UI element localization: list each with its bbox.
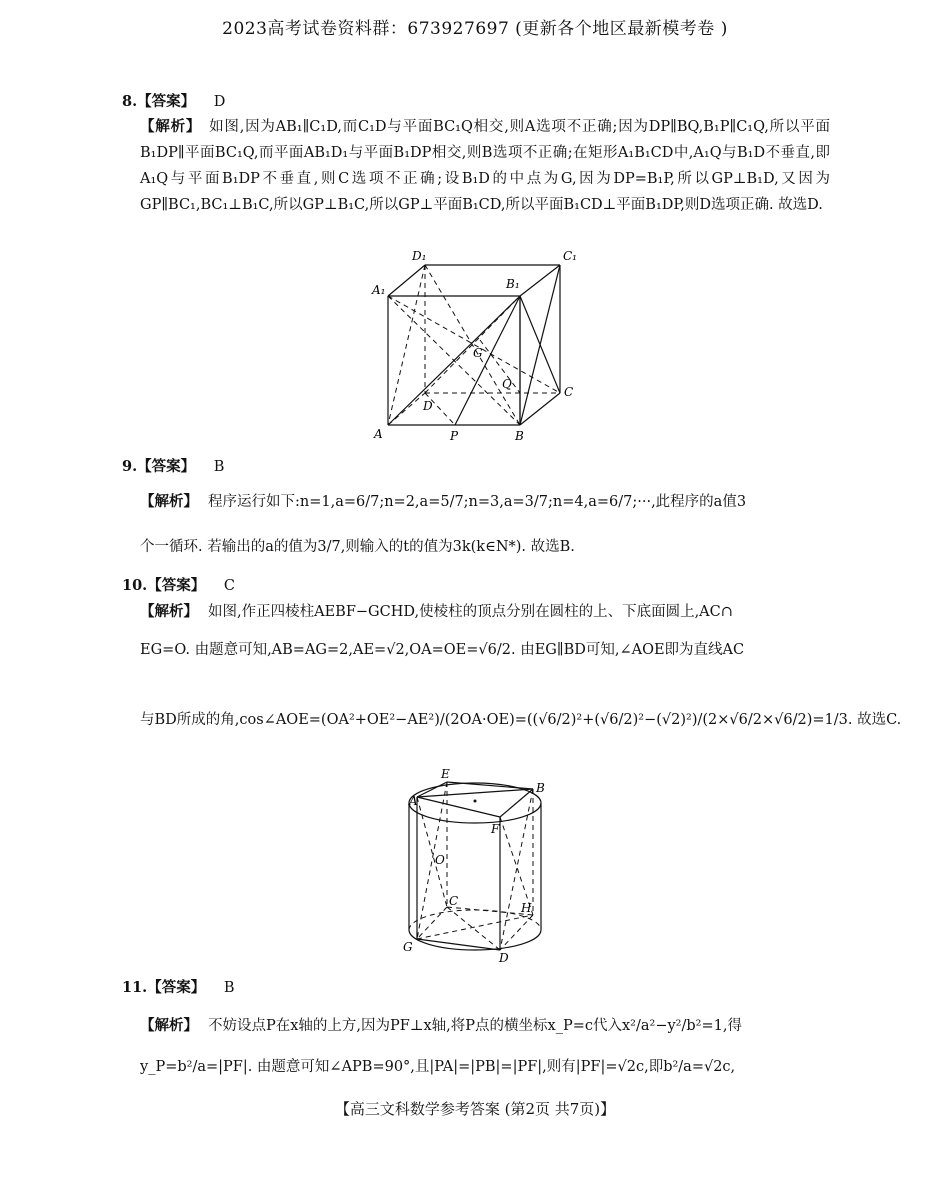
q10-answer-line (122, 574, 235, 595)
q8-label-G: G (473, 346, 483, 360)
q10-analysis-line3: 与BD所成的角,cos∠AOE=(OA²+OE²−AE²)/(2OA·OE)=((√6/2)²+(√6/2)²−(√2)²)/(2×√6/2×√6/2)=1/3. 故选C. (140, 712, 902, 728)
q10-answer-label: 10.【答案】 (122, 577, 206, 594)
q8-label-B: B (515, 429, 524, 443)
q10-line1-text: 如图,作正四棱柱AEBF−GCHD,使棱柱的顶点分别在圆柱的上、下底面圆上,AC∩ (208, 604, 733, 620)
q8-analysis (140, 114, 830, 218)
q10-label-D: D (499, 951, 509, 965)
q11-analysis-line2: y_P=b²/a=|PF|. 由题意可知∠APB=90°,且|PA|=|PB|=|PF|,则有|PF|=√2c,即b²/a=√2c, (140, 1059, 736, 1075)
q10-analysis-label: 【解析】 (140, 603, 198, 620)
q10-label-A: A (409, 794, 418, 808)
q9-analysis-line2: 个一循环. 若输出的a的值为3/7,则输入的t的值为3k(k∈N*). 故选B. (140, 539, 575, 555)
q8-label-P: P (450, 429, 459, 443)
q9-answer-label: 9.【答案】 (122, 458, 196, 475)
q10-analysis-line2: EG=O. 由题意可知,AB=AG=2,AE=√2,OA=OE=√6/2. 由EG∥BD可知,∠AOE即为直线AC (140, 642, 745, 658)
q10-center-dot (474, 800, 477, 803)
q11-answer-line (122, 976, 235, 997)
q9-analysis-label: 【解析】 (140, 493, 198, 510)
q11-analysis-line1 (140, 1014, 742, 1035)
q10-label-C: C (449, 894, 459, 908)
q8-label-A: A (374, 427, 383, 441)
q8-label-A1: A₁ (372, 283, 386, 297)
q9-line1-text: 程序运行如下:n=1,a=6/7;n=2,a=5/7;n=3,a=3/7;n=4,a=6/7;···,此程序的a值3 (208, 494, 747, 510)
q8-analysis-text: 如图,因为AB₁∥C₁D,而C₁D与平面BC₁Q相交,则A选项不正确;因为DP∥BQ,B₁P∥C₁Q,所以平面B₁DP∥平面BC₁Q,而平面AB₁D₁与平面B₁DP相交,则B选项不正确;在矩形A₁B₁CD中,A₁Q与B₁D不垂直,即A₁Q与平面B₁DP不垂直,则C选项不正确;设B₁D的中点为G,因为DP=B₁P,所以GP⊥B₁D,又因为GP∥BC₁,BC₁⊥B₁C,所以GP⊥B₁C,所以GP⊥平面B₁CD,所以平面B₁CD⊥平面B₁DP,则D选项正确. 故选D. (140, 119, 831, 213)
q8-label-B1: B₁ (506, 277, 520, 291)
q10-label-H: H (521, 901, 532, 915)
q11-line1-text: 不妨设点P在x轴的上方,因为PF⊥x轴,将P点的横坐标x_P=c代入x²/a²−y²/b²=1,得 (208, 1018, 742, 1034)
q11-analysis-label: 【解析】 (140, 1017, 198, 1034)
q9-answer-line (122, 455, 224, 476)
q10-cylinder-figure (395, 765, 565, 970)
q8-answer-line (122, 90, 225, 111)
q8-label-Q: Q (502, 377, 512, 391)
q10-answer-value: C (223, 578, 235, 594)
q10-label-O: O (435, 853, 445, 867)
q10-analysis-line1 (140, 600, 733, 621)
page-header: 2023高考试卷资料群：673927697 (更新各个地区最新模考卷 ) (222, 19, 728, 39)
q10-label-F: F (491, 822, 500, 836)
q11-answer-label: 11.【答案】 (122, 979, 206, 996)
page-footer: 【高三文科数学参考答案 (第2页 共7页)】 (334, 1100, 616, 1118)
q10-label-E: E (441, 767, 450, 781)
q8-answer-label: 8.【答案】 (122, 93, 196, 110)
q8-label-C: C (564, 385, 574, 399)
q8-label-D1: D₁ (412, 249, 427, 263)
q8-label-C1: C₁ (563, 249, 577, 263)
q11-answer-value: B (223, 980, 235, 996)
q8-answer-value: D (213, 94, 226, 110)
q8-label-D: D (423, 399, 433, 413)
q8-analysis-label: 【解析】 (140, 118, 202, 135)
q8-cube-figure (360, 248, 590, 448)
q9-analysis-line1 (140, 490, 746, 511)
q9-answer-value: B (213, 459, 225, 475)
q10-label-G: G (403, 940, 413, 954)
q10-label-B: B (536, 781, 545, 795)
